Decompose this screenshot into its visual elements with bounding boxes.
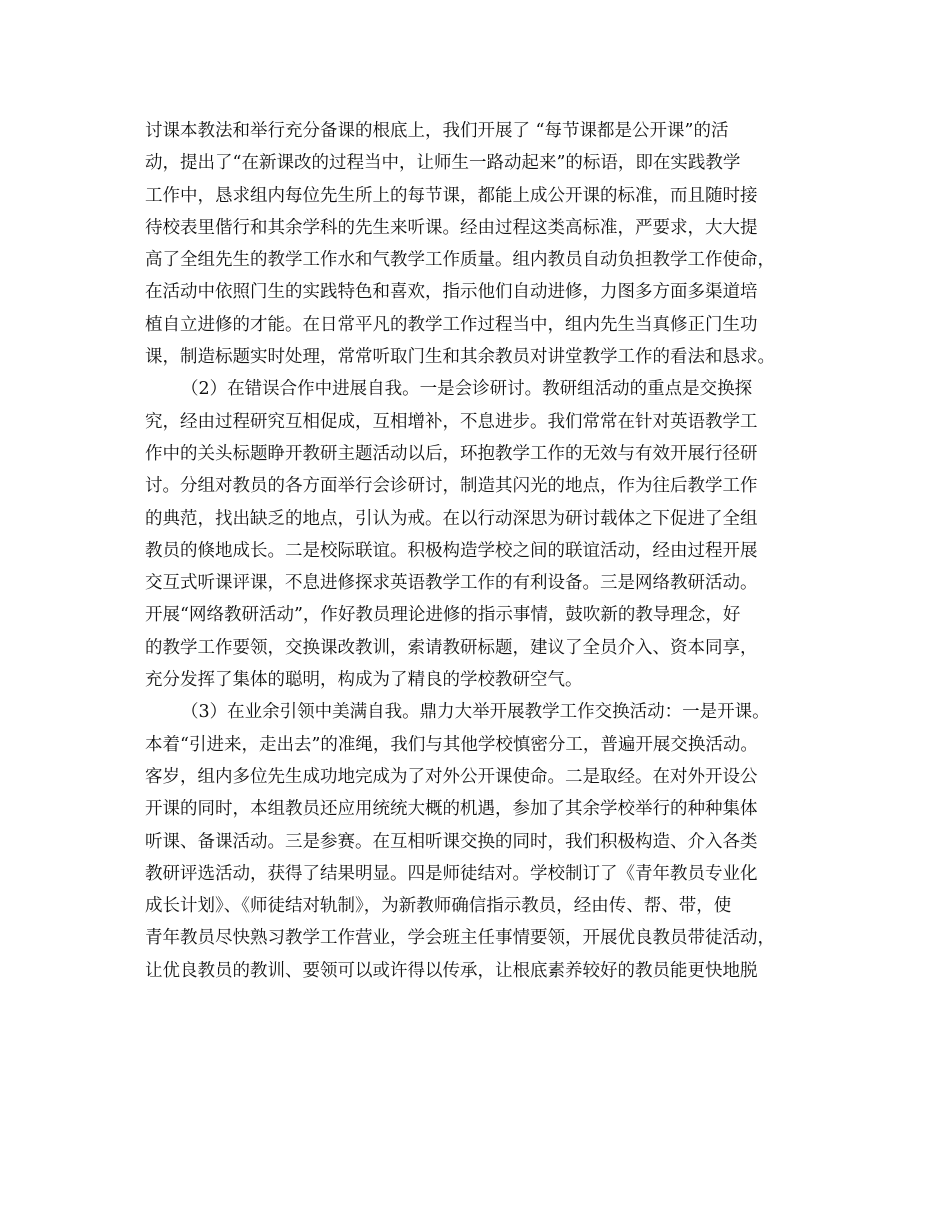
text-line: 开展“网络教研活动”，作好教员理论进修的指示事情，鼓吹新的教导理念，好 xyxy=(145,605,741,626)
document-body xyxy=(145,115,810,987)
text-line: 究，经由过程研究互相促成，互相增补，不息进步。我们常常在针对英语教学工 xyxy=(145,411,758,432)
text-line: 讨。分组对教员的各方面举行会诊研讨，制造其闪光的地点，作为往后教学工作 xyxy=(145,476,758,497)
text-line: （3）在业余引领中美满自我。鼎力大举开展教学工作交换活动：一是开课。 xyxy=(181,702,770,723)
text-line: 的教学工作要领，交换课改教训，索请教研标题，建议了全员介入、资本同享， xyxy=(145,637,758,658)
text-line: 作中的关头标题睁开教研主题活动以后，环抱教学工作的无效与有效开展行径研 xyxy=(145,443,758,464)
text-line: 的典范，找出缺乏的地点，引认为戒。在以行动深思为研讨载体之下促进了全组 xyxy=(145,508,758,529)
text-line: 教员的倏地成长。二是校际联谊。积极构造学校之间的联谊活动，经由过程开展 xyxy=(145,540,758,561)
text-line: 教研评选活动，获得了结果明显。四是师徒结对。学校制订了《青年教员专业化 xyxy=(145,863,758,884)
text-line: 交互式听课评课，不息进修探求英语教学工作的有利设备。三是网络教研活动。 xyxy=(145,573,758,594)
text-line: 工作中，恳求组内每位先生所上的每节课，都能上成公开课的标准，而且随时接 xyxy=(145,185,758,206)
text-line: 听课、备课活动。三是参赛。在互相听课交换的同时，我们积极构造、介入各类 xyxy=(145,831,758,852)
text-line: （2）在错误合作中进展自我。一是会诊研讨。教研组活动的重点是交换探 xyxy=(181,379,753,400)
text-line: 本着“引进来，走出去”的准绳，我们与其他学校慎密分工，普遍开展交换活动。 xyxy=(145,734,758,755)
text-line: 充分发挥了集体的聪明，构成为了精良的学校教研空气。 xyxy=(145,670,583,691)
text-line: 青年教员尽快熟习教学工作营业，学会班主任事情要领，开展优良教员带徒活动， xyxy=(145,928,775,949)
text-line: 高了全组先生的教学工作水和气教学工作质量。组内教员自动负担教学工作使命， xyxy=(145,250,775,271)
text-line: 在活动中依照门生的实践特色和喜欢，指示他们自动进修，力图多方面多渠道培 xyxy=(145,282,758,303)
text-line: 让优良教员的教训、要领可以或许得以传承，让根底素养较好的教员能更快地脱 xyxy=(145,960,758,981)
text-line: 成长计划》、《师徒结对轨制》，为新教师确信指示教员，经由传、帮、带，使 xyxy=(145,896,732,917)
text-line: 动，提出了“在新课改的过程当中，让师生一路动起来”的标语，即在实践教学 xyxy=(145,153,741,174)
text-line: 课，制造标题实时处理，常常听取门生和其余教员对讲堂教学工作的看法和恳求。 xyxy=(145,347,775,368)
text-line: 客岁，组内多位先生成功地完成为了对外公开课使命。二是取经。在对外开设公 xyxy=(145,766,758,787)
text-line: 讨课本教法和举行充分备课的根底上，我们开展了 “每节课都是公开课”的活 xyxy=(145,121,729,141)
text-line: 植自立进修的才能。在日常平凡的教学工作过程当中，组内先生当真修正门生功 xyxy=(145,314,758,335)
text-line: 待校表里偕行和其余学科的先生来听课。经由过程这类高标准，严要求，大大提 xyxy=(145,217,758,238)
text-line: 开课的同时，本组教员还应用统统大概的机遇，参加了其余学校举行的种种集体 xyxy=(145,799,758,820)
